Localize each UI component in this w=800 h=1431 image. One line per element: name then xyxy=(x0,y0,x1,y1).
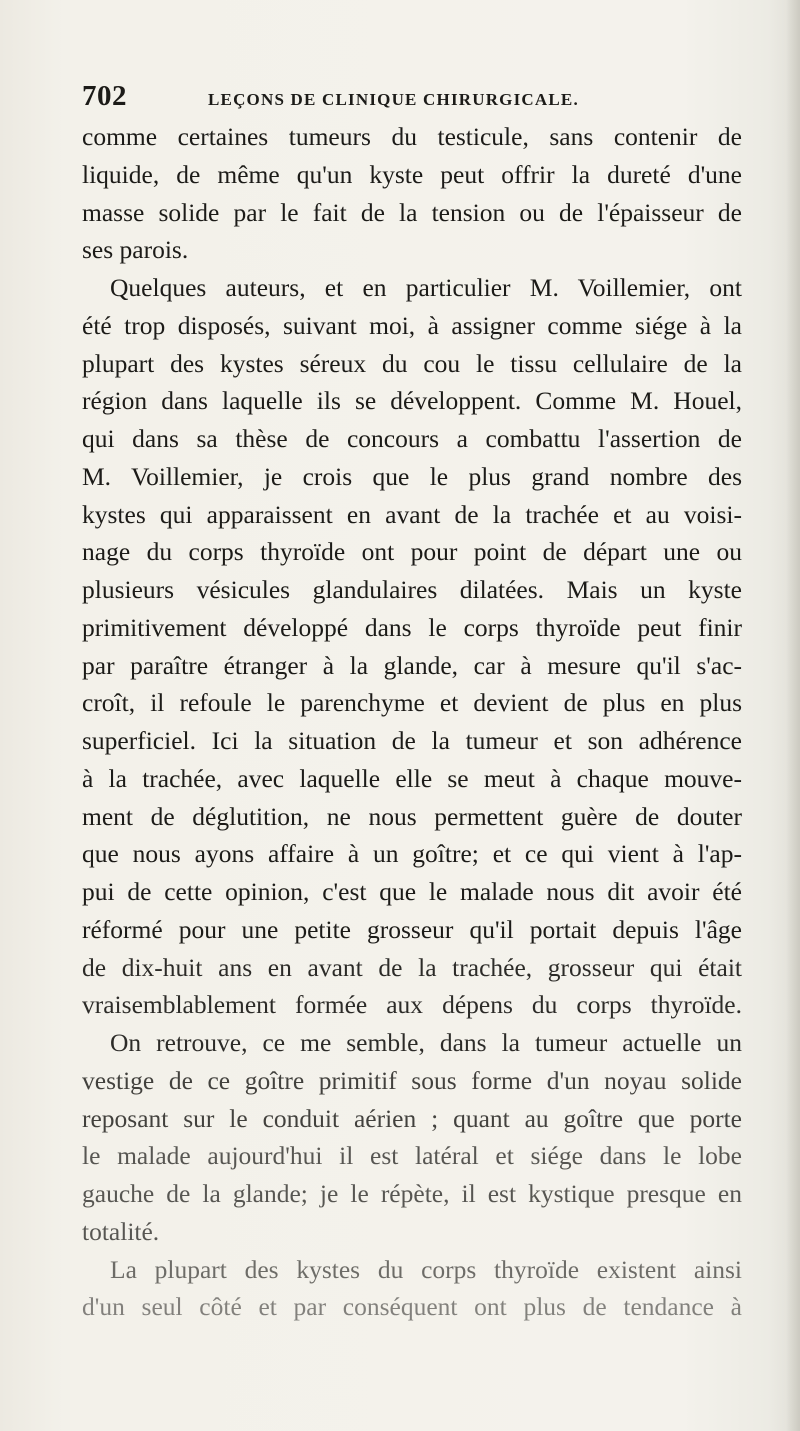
text-line: qui dans sa thèse de concours a combattu l'assertion de xyxy=(82,424,742,453)
text-line: gauche de la glande; je le répète, il est kystique presque en xyxy=(82,1179,742,1208)
page-number: 702 xyxy=(82,80,127,112)
text-line: M. Voillemier, je crois que le plus grand nombre des xyxy=(82,461,742,491)
text-line: reposant sur le conduit aérien ; quant au goître que porte xyxy=(82,1103,742,1133)
text-line: Quelques auteurs, et en particulier M. Voillemier, ont xyxy=(110,273,742,302)
text-line: que nous ayons affaire à un goître; et ce qui vient à l'ap- xyxy=(82,839,742,869)
running-title: LEÇONS DE CLINIQUE CHIRURGICALE. xyxy=(208,90,579,109)
text-line: par paraître étranger à la glande, car à mesure qu'il s'ac- xyxy=(82,650,742,680)
text-line: ses parois. xyxy=(82,235,189,265)
text-line: liquide, de même qu'un kyste peut offrir la dureté d'une xyxy=(82,159,742,189)
text-line: kystes qui apparaissent en avant de la trachée et au voisi- xyxy=(82,499,742,529)
text-line: vestige de ce goître primitif sous forme d'un noyau solide xyxy=(82,1065,742,1095)
text-line: plusieurs vésicules glandulaires dilatées. Mais un kyste xyxy=(82,575,742,604)
text-line: vraisemblablement formée aux dépens du corps thyroïde. xyxy=(82,990,742,1020)
text-line: à la trachée, avec laquelle elle se meut à chaque mouve- xyxy=(82,763,742,793)
text-line: La plupart des kystes du corps thyroïde existent ainsi xyxy=(110,1254,742,1284)
text-line: pui de cette opinion, c'est que le malade nous dit avoir été xyxy=(82,877,742,906)
page-edge-shadow xyxy=(786,0,800,1431)
text-line: été trop disposés, suivant moi, à assigner comme siége à la xyxy=(82,310,742,340)
text-line: ment de déglutition, ne nous permettent guère de douter xyxy=(82,801,742,831)
text-line: de dix-huit ans en avant de la trachée, grosseur qui était xyxy=(82,952,742,982)
body-text xyxy=(82,118,742,1326)
text-line: d'un seul côté et par conséquent ont plus de tendance à xyxy=(82,1292,742,1322)
text-line: superficiel. Ici la situation de la tumeur et son adhérence xyxy=(82,726,742,755)
text-line: réformé pour une petite grosseur qu'il portait depuis l'âge xyxy=(82,914,742,944)
text-line: On retrouve, ce me semble, dans la tumeur actuelle un xyxy=(110,1028,742,1057)
text-line: région dans laquelle ils se développent. Comme M. Houel, xyxy=(82,386,742,416)
text-line: primitivement développé dans le corps thyroïde peut finir xyxy=(82,612,742,642)
text-line: croît, il refoule le parenchyme et devient de plus en plus xyxy=(82,688,742,718)
text-line: plupart des kystes séreux du cou le tissu cellulaire de la xyxy=(82,348,742,378)
text-line: totalité. xyxy=(82,1216,160,1246)
text-line: masse solide par le fait de la tension ou de l'épaisseur de xyxy=(82,197,742,227)
page-header xyxy=(82,80,742,120)
text-line: le malade aujourd'hui il est latéral et siége dans le lobe xyxy=(82,1141,742,1171)
text-line: nage du corps thyroïde ont pour point de départ une ou xyxy=(82,537,742,567)
text-line: comme certaines tumeurs du testicule, sans contenir de xyxy=(82,122,742,151)
